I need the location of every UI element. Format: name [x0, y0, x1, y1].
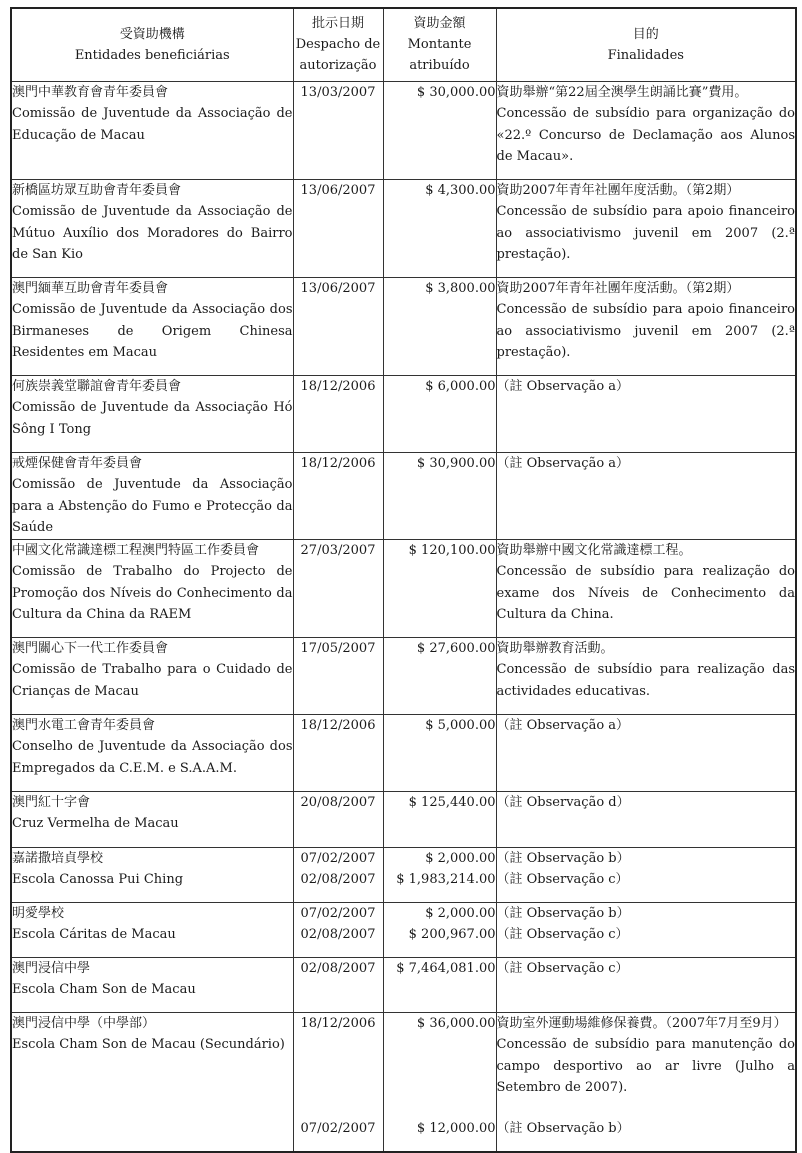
- purpose-pt: Concessão de subsídio para organização do «22.º Concurso de Declamação aos Alunos de Macau».: [496, 106, 795, 164]
- entity-pt: Comissão de Juventude da Associação para a Abstenção do Fumo e Protecção da Saúde: [12, 477, 293, 535]
- purpose-note-1: （註 Observação c）: [496, 960, 629, 976]
- header-date-pt-2: autorização: [299, 58, 377, 74]
- date-cell: [293, 847, 383, 902]
- amount-cell: $ 3,800.00: [383, 277, 496, 375]
- entity-cell: [11, 957, 293, 1012]
- entity-cell: [11, 277, 293, 375]
- amount-cell: $ 120,100.00: [383, 539, 496, 637]
- header-amount-pt-2: atribuído: [409, 58, 470, 74]
- purpose-zh: 資助舉辦中國文化常識達標工程。: [496, 542, 692, 558]
- entity-cell: [11, 902, 293, 957]
- amount-cell: $ 4,300.00: [383, 179, 496, 277]
- purpose-note-2: （註 Observação c）: [496, 927, 629, 942]
- header-amount: [383, 8, 496, 81]
- purpose-pt: Concessão de subsídio para manutenção do campo desportivo ao ar livre (Julho a Setembro de 2007).: [496, 1037, 795, 1095]
- header-purpose-pt: Finalidades: [607, 47, 684, 63]
- entity-pt: Comissão de Trabalho para o Cuidado de Crianças de Macau: [12, 662, 293, 699]
- amount-cell: $ 30,900.00: [383, 452, 496, 539]
- entity-cell: [11, 637, 293, 714]
- purpose-cell: [496, 179, 796, 277]
- purpose-zh: 資助舉辦教育活動。: [496, 640, 614, 656]
- date-2: 02/08/2007: [300, 927, 376, 942]
- entity-pt: Escola Canossa Pui Ching: [12, 872, 184, 887]
- table-row: [11, 81, 796, 179]
- entity-cell: [11, 81, 293, 179]
- table-row: [11, 637, 796, 714]
- table-row: [11, 791, 796, 847]
- header-date-pt-1: Despacho de: [295, 37, 381, 53]
- date-cell: [293, 957, 383, 1012]
- table-row: [11, 179, 796, 277]
- table-row: [11, 539, 796, 637]
- entity-cell: [11, 452, 293, 539]
- amount-cell: $ 5,000.00: [383, 714, 496, 791]
- table-row: [11, 375, 796, 452]
- date-1: 07/02/2007: [300, 905, 376, 921]
- entity-cell: [11, 1012, 293, 1152]
- purpose-note: （註 Observação b）: [496, 1121, 630, 1136]
- purpose-pt: Concessão de subsídio para realização das actividades educativas.: [496, 662, 795, 699]
- date-cell: 18/12/2006: [293, 452, 383, 539]
- table-row: [11, 1012, 796, 1152]
- entity-cell: [11, 539, 293, 637]
- entity-zh: 何族崇義堂聯誼會青年委員會: [12, 378, 182, 394]
- entity-zh: 澳門關心下一代工作委員會: [12, 640, 169, 656]
- header-entity-pt: Entidades beneficiárias: [74, 47, 230, 63]
- purpose-pt: Concessão de subsídio para realização do exame dos Níveis de Conhecimento da Cultura da China.: [496, 564, 795, 622]
- purpose-note-1: （註 Observação b）: [496, 850, 630, 866]
- entity-pt: Comissão de Juventude da Associação de Mútuo Auxílio dos Moradores do Bairro de San Kio: [12, 204, 293, 262]
- date-cell: 27/03/2007: [293, 539, 383, 637]
- amount-cell: $ 30,000.00: [383, 81, 496, 179]
- purpose-cell: [496, 902, 796, 957]
- entity-zh: 戒煙保健會青年委員會: [12, 455, 143, 471]
- header-amount-pt-1: Montante: [407, 37, 472, 53]
- amount-2: $ 200,967.00: [408, 927, 496, 942]
- table-row: [11, 452, 796, 539]
- subsidy-table: [10, 7, 797, 1153]
- entity-pt: Comissão de Juventude da Associação dos Birmaneses de Origem Chinesa Residentes em Macau: [12, 302, 293, 360]
- entity-pt: Escola Cham Son de Macau: [12, 982, 196, 997]
- purpose-note: （註 Observação a）: [496, 455, 630, 471]
- entity-cell: [11, 714, 293, 791]
- purpose-pt: Concessão de subsídio para apoio financeiro ao associativismo juvenil em 2007 (2.ª prestação).: [496, 302, 795, 360]
- table-row: [11, 847, 796, 902]
- date-cell: 13/03/2007: [293, 81, 383, 179]
- header-purpose: [496, 8, 796, 81]
- header-entity: [11, 8, 293, 81]
- purpose-cell: [496, 375, 796, 452]
- purpose-zh: 資助2007年青年社團年度活動。（第2期）: [496, 182, 740, 198]
- entity-zh: 中國文化常識達標工程澳門特區工作委員會: [12, 542, 260, 558]
- entity-cell: [11, 179, 293, 277]
- entity-zh: 澳門緬華互助會青年委員會: [12, 280, 169, 296]
- entity-zh: 澳門浸信中學（中學部）: [12, 1015, 156, 1031]
- purpose-cell: [496, 277, 796, 375]
- date-2: 07/02/2007: [300, 1121, 376, 1136]
- date-cell: 18/12/2006: [293, 375, 383, 452]
- table-row: [11, 714, 796, 791]
- purpose-cell: [496, 81, 796, 179]
- date-1: 18/12/2006: [300, 1015, 376, 1031]
- date-cell: 17/05/2007: [293, 637, 383, 714]
- entity-cell: [11, 375, 293, 452]
- date-2: 02/08/2007: [300, 872, 376, 887]
- entity-zh: 澳門中華教育會青年委員會: [12, 84, 169, 100]
- date-cell: 13/06/2007: [293, 179, 383, 277]
- date-1: 02/08/2007: [300, 960, 376, 976]
- amount-2: $ 1,983,214.00: [396, 872, 496, 887]
- date-cell: 13/06/2007: [293, 277, 383, 375]
- header-date-zh: 批示日期: [311, 16, 364, 32]
- purpose-zh: 資助舉辦“第22屆全澳學生朗誦比賽”費用。: [496, 84, 748, 100]
- amount-1: $ 36,000.00: [416, 1015, 496, 1031]
- amount-2: $ 12,000.00: [416, 1121, 496, 1136]
- purpose-zh: 資助2007年青年社團年度活動。（第2期）: [496, 280, 740, 296]
- entity-zh: 澳門水電工會青年委員會: [12, 717, 156, 733]
- entity-pt: Comissão de Juventude da Associação Hó Sông I Tong: [12, 400, 293, 437]
- entity-zh: 明愛學校: [12, 905, 65, 921]
- entity-pt: Conselho de Juventude da Associação dos Empregados da C.E.M. e S.A.A.M.: [12, 739, 293, 776]
- date-cell: [293, 902, 383, 957]
- purpose-cell: [496, 714, 796, 791]
- purpose-cell: [496, 791, 796, 847]
- table-row: [11, 902, 796, 957]
- purpose-note: （註 Observação a）: [496, 717, 630, 733]
- header-date: [293, 8, 383, 81]
- purpose-cell: [496, 847, 796, 902]
- entity-pt: Escola Cham Son de Macau (Secundário): [12, 1037, 285, 1052]
- header-purpose-zh: 目的: [632, 26, 659, 42]
- purpose-pt: Concessão de subsídio para apoio financeiro ao associativismo juvenil em 2007 (2.ª prestação).: [496, 204, 795, 262]
- header-entity-zh: 受資助機構: [119, 26, 185, 42]
- amount-cell: $ 6,000.00: [383, 375, 496, 452]
- entity-zh: 新橋區坊眾互助會青年委員會: [12, 182, 182, 198]
- purpose-cell: [496, 452, 796, 539]
- entity-cell: [11, 791, 293, 847]
- entity-zh: 嘉諾撒培貞學校: [12, 850, 104, 866]
- amount-cell: $ 27,600.00: [383, 637, 496, 714]
- table-row: [11, 957, 796, 1012]
- purpose-zh: 資助室外運動場維修保養費。（2007年7月至9月）: [496, 1015, 787, 1031]
- table-row: [11, 277, 796, 375]
- purpose-cell: [496, 1012, 796, 1152]
- entity-pt: Cruz Vermelha de Macau: [12, 816, 179, 831]
- date-cell: 18/12/2006: [293, 714, 383, 791]
- entity-pt: Comissão de Juventude da Associação de Educação de Macau: [12, 106, 293, 143]
- purpose-cell: [496, 637, 796, 714]
- amount-1: $ 2,000.00: [425, 850, 496, 866]
- purpose-note: （註 Observação a）: [496, 378, 630, 394]
- header-row: [11, 8, 796, 81]
- amount-cell: [383, 957, 496, 1012]
- purpose-note: （註 Observação d）: [496, 794, 630, 810]
- amount-cell: [383, 902, 496, 957]
- entity-cell: [11, 847, 293, 902]
- date-cell: [293, 1012, 383, 1152]
- entity-pt: Comissão de Trabalho do Projecto de Promoção dos Níveis do Conhecimento da Cultura da China da RAEM: [12, 564, 293, 622]
- date-cell: 20/08/2007: [293, 791, 383, 847]
- amount-cell: $ 125,440.00: [383, 791, 496, 847]
- entity-pt: Escola Cáritas de Macau: [12, 927, 176, 942]
- entity-zh: 澳門紅十字會: [12, 794, 91, 810]
- purpose-note-2: （註 Observação c）: [496, 872, 629, 887]
- purpose-cell: [496, 539, 796, 637]
- purpose-note-1: （註 Observação b）: [496, 905, 630, 921]
- amount-1: $ 2,000.00: [425, 905, 496, 921]
- amount-1: $ 7,464,081.00: [396, 960, 496, 976]
- entity-zh: 澳門浸信中學: [12, 960, 91, 976]
- date-1: 07/02/2007: [300, 850, 376, 866]
- header-amount-zh: 資助金額: [413, 16, 466, 32]
- purpose-cell: [496, 957, 796, 1012]
- amount-cell: [383, 847, 496, 902]
- amount-cell: [383, 1012, 496, 1152]
